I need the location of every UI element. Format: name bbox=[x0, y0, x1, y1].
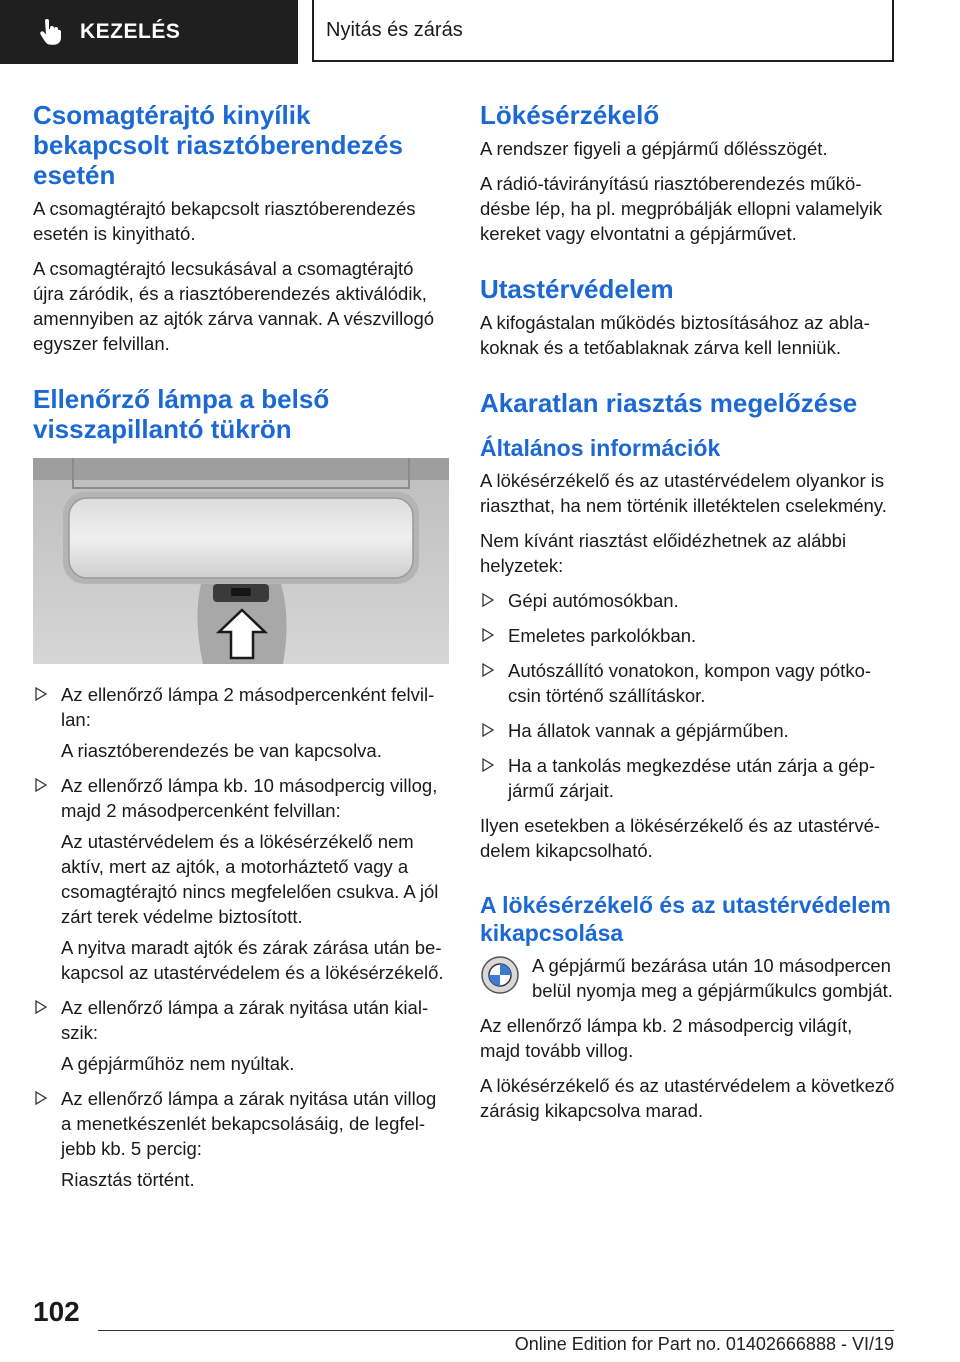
triangle-bullet-icon bbox=[482, 593, 494, 607]
list-item: Ha állatok vannak a gépjárműben. bbox=[480, 718, 896, 743]
list-item: Az ellenőrző lámpa a zárak nyitása után kialszik: A gépjárműhöz nem nyúltak. bbox=[33, 995, 449, 1076]
triangle-bullet-icon bbox=[482, 723, 494, 737]
situations-list bbox=[480, 588, 896, 803]
page-number: 102 bbox=[33, 1296, 80, 1327]
section-title: KEZELÉS bbox=[80, 20, 181, 43]
list-item: Autószállító vonatokon, kompon vagy pótkocsin történő szállításkor. bbox=[480, 658, 896, 708]
chapter-title: Nyitás és zárás bbox=[326, 18, 463, 41]
paragraph: A gépjármű bezárása után 10 másodpercen belül nyomja meg a gépjárműkulcs gombját. bbox=[532, 955, 893, 1001]
list-item: Gépi autómosókban. bbox=[480, 588, 896, 613]
left-column bbox=[33, 100, 449, 1202]
list-item: Az ellenőrző lámpa 2 másodpercenként felvillan: A riasztóberendezés be van kapcsolva. bbox=[33, 682, 449, 763]
bmw-key-icon bbox=[480, 955, 520, 995]
list-item: Az ellenőrző lámpa a zárak nyitása után villog a menetkészenlét bekapcsolásáig, de legfeljebb kb. 5 percig: Riasztás történt. bbox=[33, 1086, 449, 1192]
list-item: Emeletes parkolókban. bbox=[480, 623, 896, 648]
triangle-bullet-icon bbox=[482, 758, 494, 772]
heading-indicator-lamp: Ellenőrző lámpa a belső visszapillantó tükrön bbox=[33, 384, 330, 444]
triangle-bullet-icon bbox=[35, 778, 47, 792]
triangle-bullet-icon bbox=[482, 628, 494, 642]
paragraph: Nem kívánt riasztást előidézhetnek az alábbi helyzetek: bbox=[480, 530, 847, 576]
hand-pointer-icon bbox=[38, 19, 64, 45]
mirror-figure bbox=[33, 458, 449, 664]
heading-deactivate: A lökésérzékelő és az utastérvédelem kikapcsolása bbox=[480, 892, 891, 946]
list-item: Az ellenőrző lámpa kb. 10 másodpercig villog, majd 2 másodpercenként felvillan: Az utastérvédelem és a lökésérzékelő nem aktív, mert az ajtók, a motorháztető vagy a csomagtérajtó nincs megfelelően csukva. A jól zárt terek védelme biztosított. A nyitva maradt ajtók és zárak zárása után bekapcsol az utastérvédelem és a lökésérzékelő. bbox=[33, 773, 449, 985]
key-instruction bbox=[480, 953, 896, 1003]
triangle-bullet-icon bbox=[482, 663, 494, 677]
paragraph: Ilyen esetekben a lökésérzékelő és az utastérvédelem kikapcsolható. bbox=[480, 815, 881, 861]
heading-shock-sensor: Lökésérzékelő bbox=[480, 100, 660, 130]
footer-divider bbox=[98, 1330, 894, 1331]
section-tab bbox=[0, 0, 298, 64]
heading-general-info: Általános információk bbox=[480, 435, 721, 461]
paragraph: A rádió-távirányítású riasztóberendezés működésbe lép, ha pl. megpróbálják ellopni valamelyik kereket vagy elvontatni a gépjárművet. bbox=[480, 173, 883, 244]
right-column bbox=[480, 100, 896, 1133]
paragraph: A lökésérzékelő és az utastérvédelem a következő zárásig kikapcsolva marad. bbox=[480, 1075, 895, 1121]
paragraph: Az ellenőrző lámpa kb. 2 másodpercig világít, majd tovább villog. bbox=[480, 1015, 853, 1061]
list-item: Ha a tankolás megkezdése után zárja a gépjármű zárjait. bbox=[480, 753, 896, 803]
chapter-tab bbox=[312, 0, 894, 62]
heading-trunk-opens: Csomagtérajtó kinyílik bekapcsolt riasztóberendezés esetén bbox=[33, 100, 403, 190]
triangle-bullet-icon bbox=[35, 687, 47, 701]
triangle-bullet-icon bbox=[35, 1091, 47, 1105]
paragraph: A kifogástalan működés biztosításához az ablakoknak és a tetőablaknak zárva kell lenniük. bbox=[480, 312, 870, 358]
paragraph: A csomagtérajtó bekapcsolt riasztóberendezés esetén is kinyitható. bbox=[33, 198, 416, 244]
indicator-list bbox=[33, 682, 449, 1192]
heading-interior-protection: Utastérvédelem bbox=[480, 274, 674, 304]
paragraph: A rendszer figyeli a gépjármű dőlésszögét. bbox=[480, 138, 828, 159]
triangle-bullet-icon bbox=[35, 1000, 47, 1014]
edition-text: Online Edition for Part no. 01402666888 - VI/19 bbox=[514, 1334, 894, 1354]
paragraph: A csomagtérajtó lecsukásával a csomagtérajtó újra záródik, és a riasztóberendezés aktiválódik, amennyiben az ajtók zárva vannak. A vészvillogó egyszer felvillan. bbox=[33, 258, 435, 354]
heading-avoid-alarm: Akaratlan riasztás megelőzése bbox=[480, 388, 858, 418]
paragraph: A lökésérzékelő és az utastérvédelem olyankor is riaszthat, ha nem történik illetéktelen cselekmény. bbox=[480, 470, 887, 516]
